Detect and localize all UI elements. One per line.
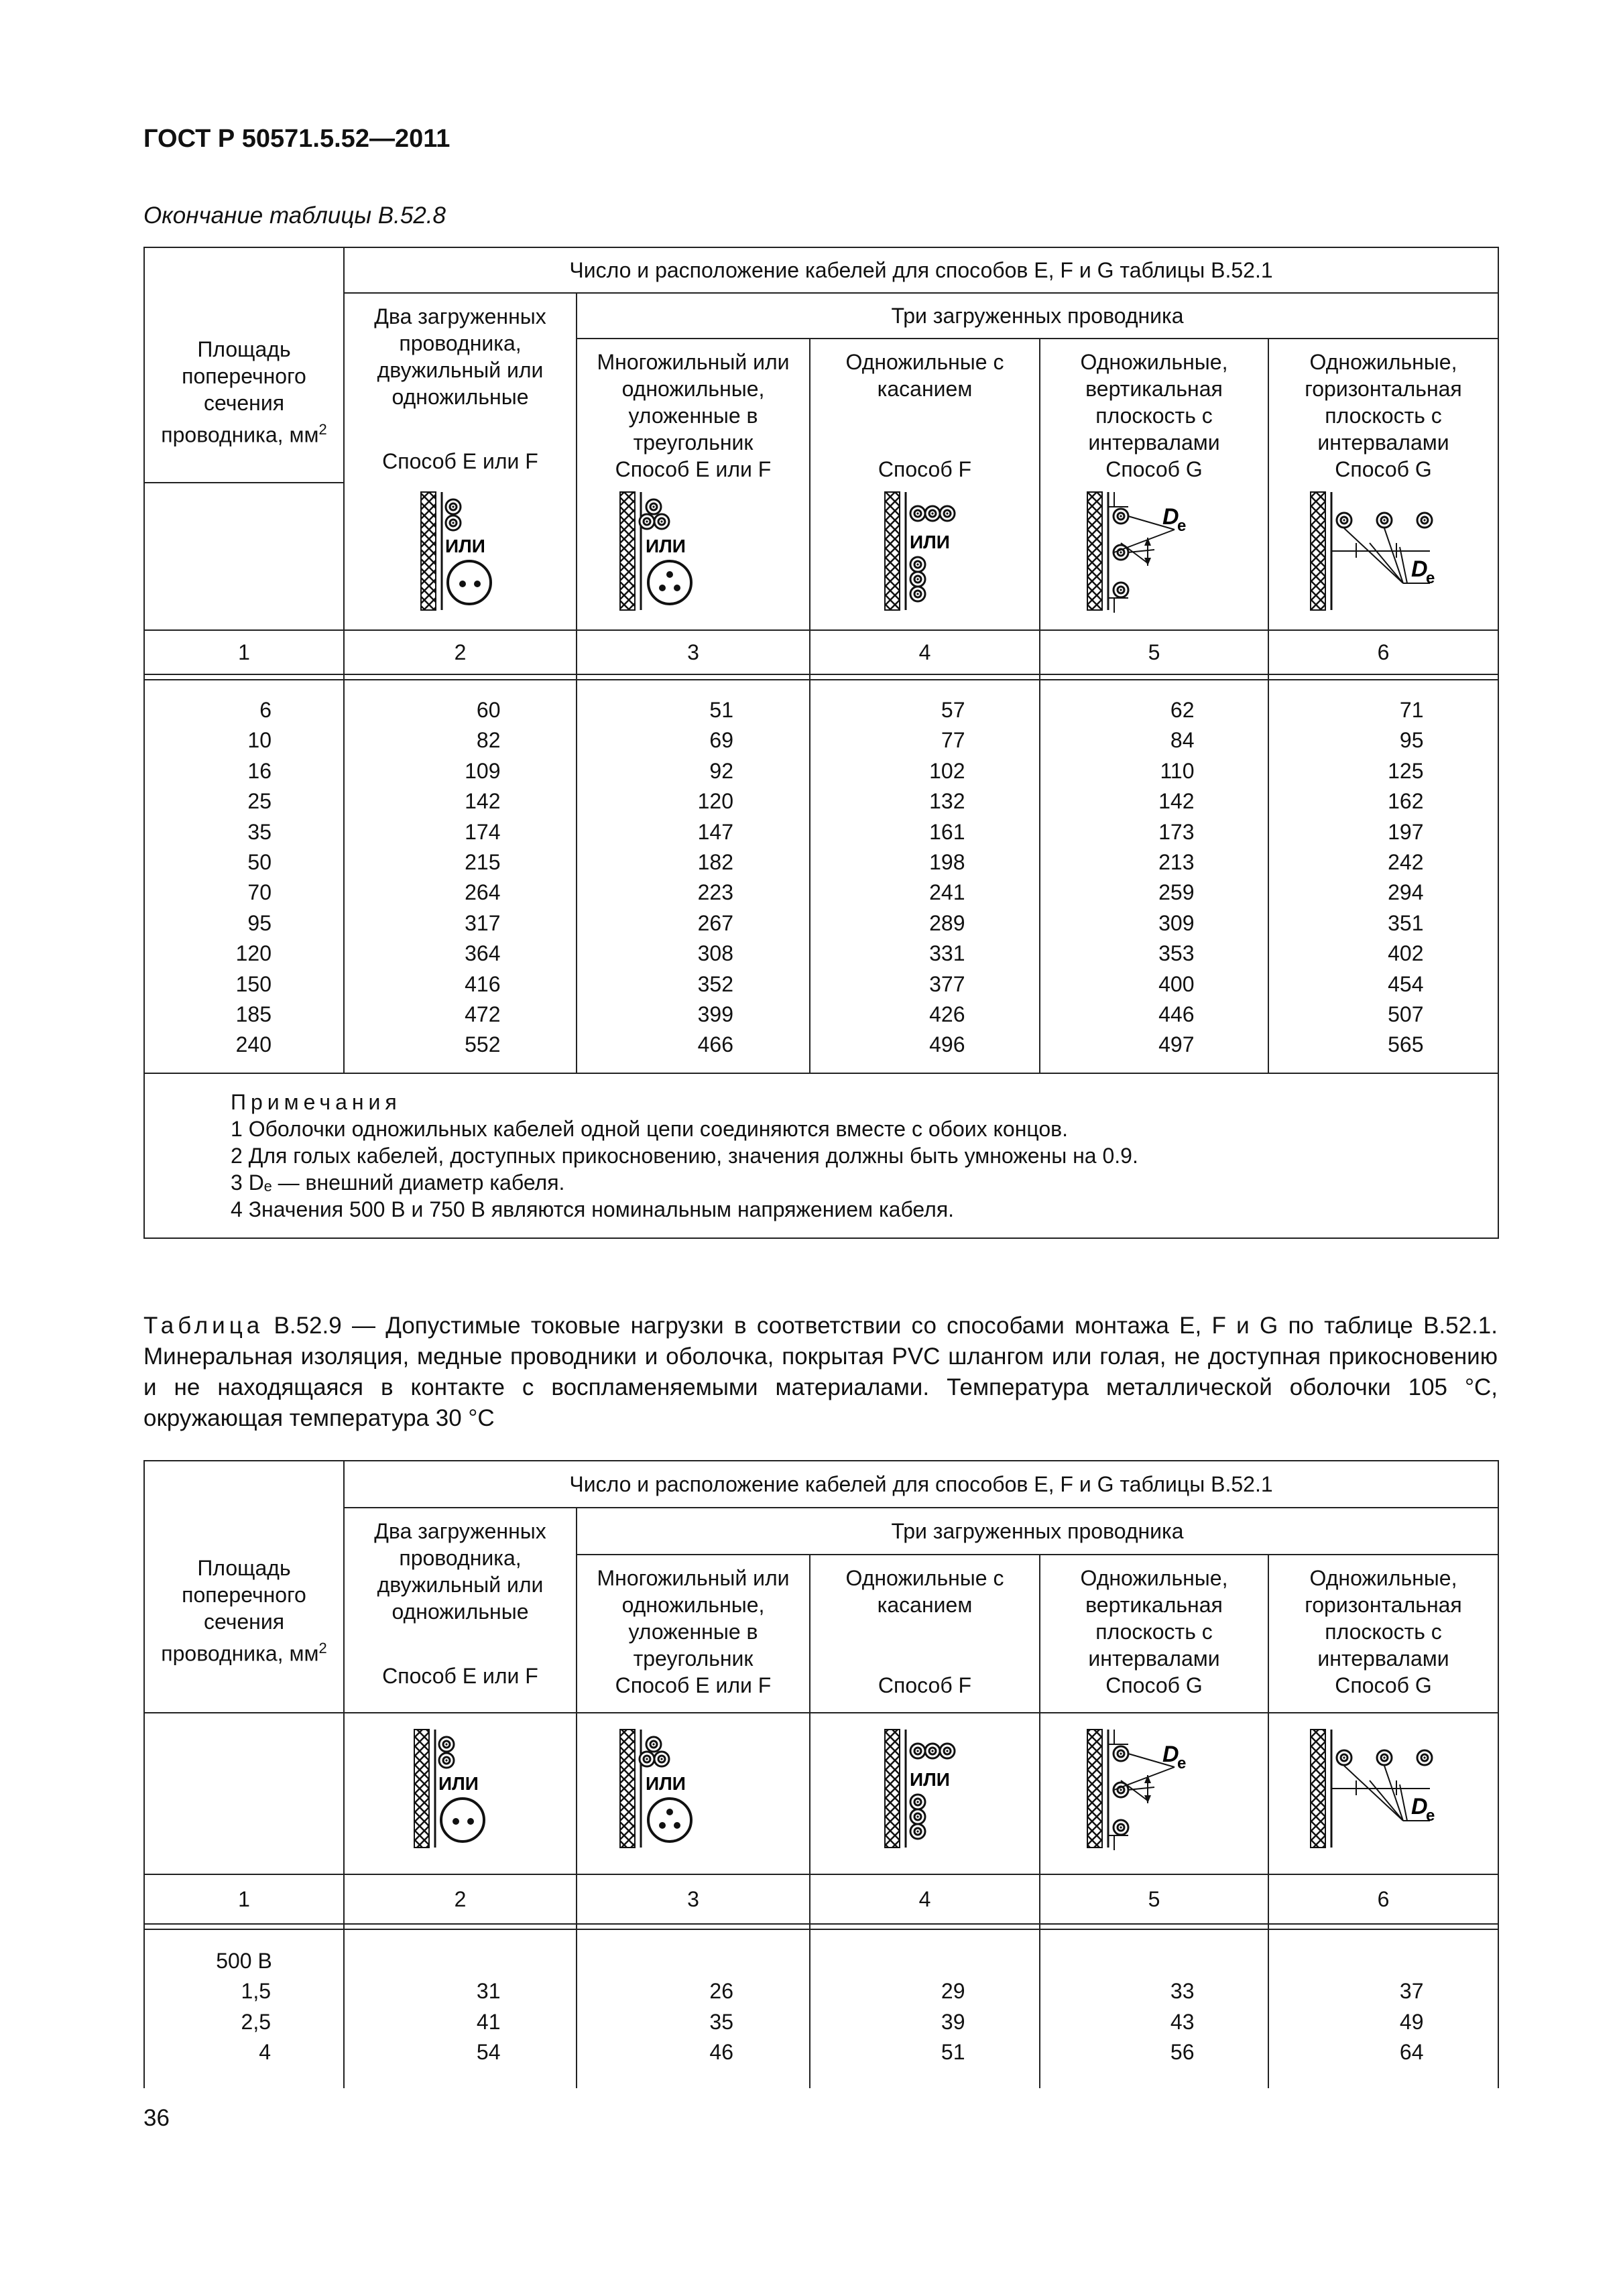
icon-horizontal-spaced bbox=[1268, 1713, 1498, 1874]
col6-title: Одножильные, горизонтальная плоскость с интервалами bbox=[1305, 1566, 1462, 1671]
table-cell: 352 bbox=[697, 971, 733, 996]
col3-values bbox=[577, 680, 810, 1073]
table-cell: 57 bbox=[941, 698, 965, 722]
table-cell: 102 bbox=[929, 758, 965, 783]
table-cell: 162 bbox=[1388, 789, 1424, 814]
table-cell: 60 bbox=[476, 698, 501, 722]
table-cell: 142 bbox=[1158, 789, 1195, 814]
or-label: ИЛИ bbox=[646, 1773, 686, 1794]
col6-method: Способ G bbox=[1335, 457, 1432, 481]
table-cell: 35 bbox=[709, 2009, 733, 2034]
de-sub: e bbox=[1426, 1807, 1435, 1825]
table-cell: 69 bbox=[709, 728, 733, 753]
col5-header bbox=[1040, 1555, 1268, 1713]
col4-values bbox=[810, 680, 1040, 1073]
table-cell: 71 bbox=[1399, 698, 1424, 722]
note-3: 3 Dₑ — внешний диаметр кабеля. bbox=[231, 1170, 565, 1195]
note-4: 4 Значения 500 В и 750 В являются номинальным напряжением кабеля. bbox=[231, 1197, 955, 1221]
col-number: 3 bbox=[577, 1874, 810, 1924]
col-number: 4 bbox=[810, 1874, 1040, 1924]
col-number: 3 bbox=[577, 630, 810, 674]
table-cell: 241 bbox=[929, 880, 965, 905]
document-code: ГОСТ Р 50571.5.52—2011 bbox=[143, 125, 450, 153]
col5-values bbox=[1040, 680, 1268, 1073]
col-number: 1 bbox=[144, 630, 344, 674]
table-cell: 82 bbox=[476, 728, 501, 753]
col3-header bbox=[577, 339, 810, 483]
or-label: ИЛИ bbox=[910, 532, 950, 552]
col5-title: Одножильные, вертикальная плоскость с интервалами bbox=[1080, 1566, 1228, 1671]
de-sub: e bbox=[1426, 569, 1435, 587]
table-cell: 402 bbox=[1388, 941, 1424, 966]
table-cell: 197 bbox=[1388, 819, 1424, 844]
table1-caption: Окончание таблицы В.52.8 bbox=[143, 202, 446, 229]
note-2: 2 Для голых кабелей, доступных прикосновению, значения должны быть умножены на 0.9. bbox=[231, 1143, 1138, 1168]
table-cell: 31 bbox=[476, 1979, 501, 2004]
group-header: Число и расположение кабелей для способов Е, F и G таблицы В.52.1 bbox=[344, 247, 1498, 293]
icon-trefoil bbox=[577, 483, 810, 630]
col-number: 4 bbox=[810, 630, 1040, 674]
table2 bbox=[143, 1460, 1499, 2088]
col3-title: Многожильный или одножильные, уложенные в треугольник bbox=[597, 1566, 790, 1671]
table-cell: 54 bbox=[476, 2040, 501, 2065]
table-cell: 132 bbox=[929, 789, 965, 814]
icon-horizontal-spaced bbox=[1268, 483, 1498, 630]
table-cell: 109 bbox=[465, 758, 501, 783]
table-cell: 6 bbox=[259, 698, 272, 722]
notes-title: Примечания bbox=[231, 1089, 402, 1114]
table-cell: 10 bbox=[247, 728, 272, 753]
table-cell: 264 bbox=[465, 880, 501, 905]
col2-title: Два загруженных проводника, двужильный или одножильные bbox=[374, 1519, 546, 1624]
table2-caption-text: В.52.9 — Допустимые токовые нагрузки в соответствии со способами монтажа Е, F и G по таблице В.52.1. Минеральная изоляция, медные проводники и оболочка, покрытая PVC шлангом или голая, не доступная прикосновению и не находящаяся в контакте с воспламеняемыми материалами. Температура металлической оболочки 105 °С, окружающая температура 30 °С bbox=[143, 1313, 1498, 1431]
table-cell: 33 bbox=[1170, 1979, 1195, 2004]
area-header bbox=[144, 1461, 344, 1713]
table-cell: 125 bbox=[1388, 758, 1424, 783]
table-cell: 147 bbox=[697, 819, 733, 844]
table1-data bbox=[144, 680, 1498, 1073]
page-number: 36 bbox=[143, 2105, 170, 2131]
col6-values bbox=[1268, 1929, 1498, 2088]
table-cell: 353 bbox=[1158, 941, 1195, 966]
table-cell: 35 bbox=[247, 819, 272, 844]
table-cell: 174 bbox=[465, 819, 501, 844]
de-label: D bbox=[1411, 556, 1428, 582]
col6-method: Способ G bbox=[1335, 1673, 1432, 1697]
col-number: 1 bbox=[144, 1874, 344, 1924]
col3-values bbox=[577, 1929, 810, 2088]
or-label: ИЛИ bbox=[910, 1769, 950, 1790]
three-conductors-header: Три загруженных проводника bbox=[577, 293, 1498, 339]
col-number: 5 bbox=[1040, 1874, 1268, 1924]
col2-method: Способ Е или F bbox=[382, 1664, 538, 1688]
col5-method: Способ G bbox=[1105, 457, 1203, 481]
table-cell: 26 bbox=[709, 1979, 733, 2004]
area-header-sup: 2 bbox=[318, 420, 327, 438]
table2-data bbox=[144, 1929, 1498, 2088]
area-header-sup: 2 bbox=[318, 1640, 327, 1657]
table-cell: 446 bbox=[1158, 1002, 1195, 1026]
table-cell: 95 bbox=[1399, 728, 1424, 753]
table-cell: 1,5 bbox=[241, 1979, 271, 2004]
table-cell: 416 bbox=[465, 971, 501, 996]
area-header-text: Площадь поперечного сечения проводника, мм bbox=[161, 337, 319, 447]
table-cell: 552 bbox=[465, 1032, 501, 1057]
table-cell: 364 bbox=[465, 941, 501, 966]
table-cell: 185 bbox=[235, 1002, 272, 1026]
col4-title: Одножильные с касанием bbox=[845, 350, 1004, 401]
table-cell: 37 bbox=[1399, 1979, 1424, 2004]
table-cell: 454 bbox=[1388, 971, 1424, 996]
de-label: D bbox=[1162, 504, 1179, 530]
table-cell: 289 bbox=[929, 910, 965, 935]
col4-method: Способ F bbox=[878, 1673, 972, 1697]
table-cell: 331 bbox=[929, 941, 965, 966]
area-column bbox=[144, 680, 344, 1073]
table1-notes bbox=[144, 1073, 1498, 1238]
col6-header bbox=[1268, 1555, 1498, 1713]
col-number: 6 bbox=[1268, 1874, 1498, 1924]
table-cell: 95 bbox=[247, 910, 272, 935]
table-cell: 173 bbox=[1158, 819, 1195, 844]
table-cell: 62 bbox=[1170, 698, 1195, 722]
col-number: 5 bbox=[1040, 630, 1268, 674]
col5-method: Способ G bbox=[1105, 1673, 1203, 1697]
col6-values bbox=[1268, 680, 1498, 1073]
table-cell: 51 bbox=[941, 2040, 965, 2065]
table-cell: 240 bbox=[235, 1032, 272, 1057]
col4-header bbox=[810, 339, 1040, 483]
table-cell: 399 bbox=[697, 1002, 733, 1026]
col4-values bbox=[810, 1929, 1040, 2088]
table-cell: 84 bbox=[1170, 728, 1195, 753]
table-cell: 92 bbox=[709, 758, 733, 783]
table-cell: 120 bbox=[697, 789, 733, 814]
table-cell: 497 bbox=[1158, 1032, 1195, 1057]
table-cell: 309 bbox=[1158, 910, 1195, 935]
table-cell: 2,5 bbox=[241, 2009, 271, 2034]
table-cell: 213 bbox=[1158, 849, 1195, 874]
table1 bbox=[143, 247, 1499, 1239]
table-cell: 142 bbox=[465, 789, 501, 814]
table-cell: 565 bbox=[1388, 1032, 1424, 1057]
table-cell: 43 bbox=[1170, 2009, 1195, 2034]
table-cell: 198 bbox=[929, 849, 965, 874]
table-cell: 223 bbox=[697, 880, 733, 905]
table-cell: 64 bbox=[1399, 2040, 1424, 2065]
table2-caption-prefix: Таблица bbox=[143, 1313, 264, 1339]
de-label: D bbox=[1411, 1794, 1428, 1819]
table-cell: 182 bbox=[697, 849, 733, 874]
voltage-label: 500 В bbox=[216, 1949, 272, 1973]
col6-title: Одножильные, горизонтальная плоскость с интервалами bbox=[1305, 350, 1462, 455]
note-1: 1 Оболочки одножильных кабелей одной цепи соединяются вместе с обоих концов. bbox=[231, 1116, 1069, 1141]
col4-method: Способ F bbox=[878, 457, 972, 481]
col6-header bbox=[1268, 339, 1498, 483]
table-cell: 400 bbox=[1158, 971, 1195, 996]
icon-vertical-spaced bbox=[1040, 483, 1268, 630]
table-cell: 51 bbox=[709, 698, 733, 722]
table-cell: 4 bbox=[259, 2040, 271, 2065]
col2-method: Способ Е или F bbox=[382, 449, 538, 473]
col3-method: Способ Е или F bbox=[615, 457, 772, 481]
three-conductors-header: Три загруженных проводника bbox=[577, 1508, 1498, 1555]
table-cell: 29 bbox=[941, 1979, 965, 2004]
area-column bbox=[144, 1929, 344, 2088]
col3-method: Способ Е или F bbox=[615, 1673, 772, 1697]
table-cell: 472 bbox=[465, 1002, 501, 1026]
table-cell: 308 bbox=[697, 941, 733, 966]
de-sub: e bbox=[1177, 517, 1187, 535]
icon-touching bbox=[810, 483, 1040, 630]
table-cell: 16 bbox=[247, 758, 272, 783]
or-label: ИЛИ bbox=[438, 1773, 479, 1794]
col-number: 2 bbox=[344, 1874, 577, 1924]
table-cell: 267 bbox=[697, 910, 733, 935]
de-label: D bbox=[1162, 1742, 1179, 1767]
table-cell: 120 bbox=[235, 941, 272, 966]
icon-vertical-spaced bbox=[1040, 1713, 1268, 1874]
area-header bbox=[144, 247, 344, 483]
table-cell: 259 bbox=[1158, 880, 1195, 905]
group-header: Число и расположение кабелей для способов Е, F и G таблицы В.52.1 bbox=[344, 1461, 1498, 1508]
table-cell: 150 bbox=[235, 971, 272, 996]
col2-title: Два загруженных проводника, двужильный или одножильные bbox=[374, 304, 546, 409]
table-cell: 426 bbox=[929, 1002, 965, 1026]
table-cell: 294 bbox=[1388, 880, 1424, 905]
table-cell: 49 bbox=[1399, 2009, 1424, 2034]
or-label: ИЛИ bbox=[646, 536, 686, 556]
col5-header bbox=[1040, 339, 1268, 483]
table-cell: 242 bbox=[1388, 849, 1424, 874]
col4-title: Одножильные с касанием bbox=[845, 1566, 1004, 1617]
table-cell: 50 bbox=[247, 849, 272, 874]
table-cell: 317 bbox=[465, 910, 501, 935]
table-cell: 507 bbox=[1388, 1002, 1424, 1026]
table-cell: 496 bbox=[929, 1032, 965, 1057]
table-cell: 377 bbox=[929, 971, 965, 996]
icon-two-conductors bbox=[344, 1713, 577, 1874]
col2-values bbox=[344, 680, 577, 1073]
col3-title: Многожильный или одножильные, уложенные в треугольник bbox=[597, 350, 790, 455]
table-cell: 110 bbox=[1160, 758, 1195, 783]
icon-touching bbox=[810, 1713, 1040, 1874]
col2-header bbox=[344, 1508, 577, 1713]
col5-title: Одножильные, вертикальная плоскость с интервалами bbox=[1080, 350, 1228, 455]
table-cell: 161 bbox=[929, 819, 965, 844]
table-cell: 56 bbox=[1170, 2040, 1195, 2065]
table-cell: 25 bbox=[247, 789, 272, 814]
table-cell: 77 bbox=[941, 728, 965, 753]
table-cell: 46 bbox=[709, 2040, 733, 2065]
or-label: ИЛИ bbox=[445, 536, 485, 556]
col5-values bbox=[1040, 1929, 1268, 2088]
col2-header bbox=[344, 293, 577, 483]
col-number: 2 bbox=[344, 630, 577, 674]
col-number: 6 bbox=[1268, 630, 1498, 674]
icon-two-conductors bbox=[344, 483, 577, 630]
table-cell: 351 bbox=[1388, 910, 1424, 935]
col2-values bbox=[344, 1929, 577, 2088]
table-cell: 215 bbox=[465, 849, 501, 874]
de-sub: e bbox=[1177, 1754, 1187, 1772]
icon-trefoil bbox=[577, 1713, 810, 1874]
col4-header bbox=[810, 1555, 1040, 1713]
col3-header bbox=[577, 1555, 810, 1713]
area-header-text: Площадь поперечного сечения проводника, мм bbox=[161, 1556, 319, 1666]
table-cell: 70 bbox=[247, 880, 272, 905]
table2-caption bbox=[143, 1311, 1498, 1434]
table-cell: 41 bbox=[476, 2009, 501, 2034]
table-cell: 39 bbox=[941, 2009, 965, 2034]
table-cell: 466 bbox=[697, 1032, 733, 1057]
